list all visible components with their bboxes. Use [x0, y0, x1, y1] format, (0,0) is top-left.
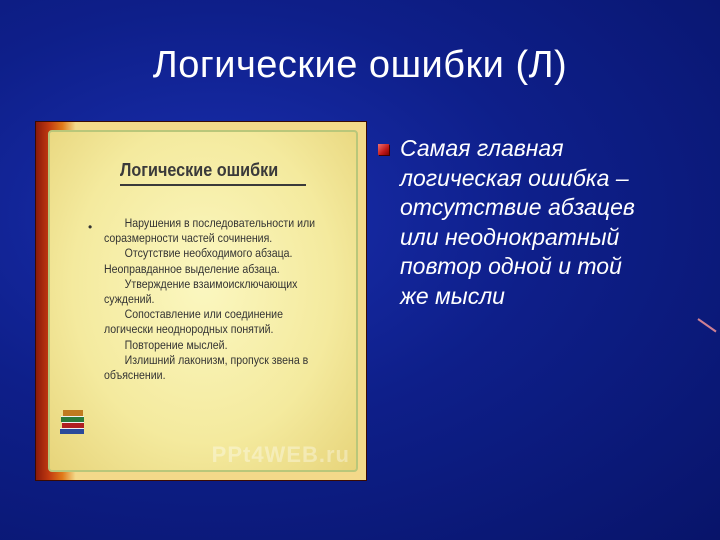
bullet-line: повтор одной и той: [400, 253, 622, 279]
picture-line: суждений.: [104, 292, 155, 307]
picture-line: Нарушения в последовательности или: [124, 216, 316, 230]
bullet-text: [400, 134, 690, 311]
picture-heading: Логические ошибки: [120, 160, 279, 180]
picture-line: объяснении.: [104, 368, 166, 383]
picture-line: Сопоставление или соединение: [124, 307, 283, 322]
bullet-line: же мысли: [400, 282, 505, 309]
picture-line: Повторение мыслей.: [124, 337, 228, 352]
picture-bullet: •: [88, 220, 93, 234]
picture-line: соразмерности частей сочинения.: [104, 231, 273, 246]
picture-line: логически неоднородных понятий.: [104, 322, 274, 337]
bullet-line: отсутствие абзацев: [400, 194, 635, 220]
bullet-line: логическая ошибка –: [400, 164, 629, 191]
bullet-line: Самая главная: [400, 135, 564, 161]
picture-line: Отсутствие необходимого абзаца.: [124, 246, 293, 261]
bullet-line: или неоднократный: [400, 223, 620, 250]
picture-line: Неоправданное выделение абзаца.: [104, 261, 280, 276]
bullet-square-icon: [378, 144, 389, 155]
books-icon: [58, 408, 88, 436]
picture-frame: [36, 122, 366, 480]
picture-line: Излишний лаконизм, пропуск звена в: [124, 352, 309, 367]
watermark: PPt4WEB.ru: [211, 442, 350, 467]
picture-card: [48, 130, 358, 472]
picture-line: Утверждение взаимоисключающих: [124, 276, 298, 291]
decorative-line: [697, 318, 716, 332]
picture-heading-underline: [120, 184, 306, 186]
picture-list: [104, 216, 362, 383]
slide-title: Логические ошибки (Л): [152, 44, 568, 86]
